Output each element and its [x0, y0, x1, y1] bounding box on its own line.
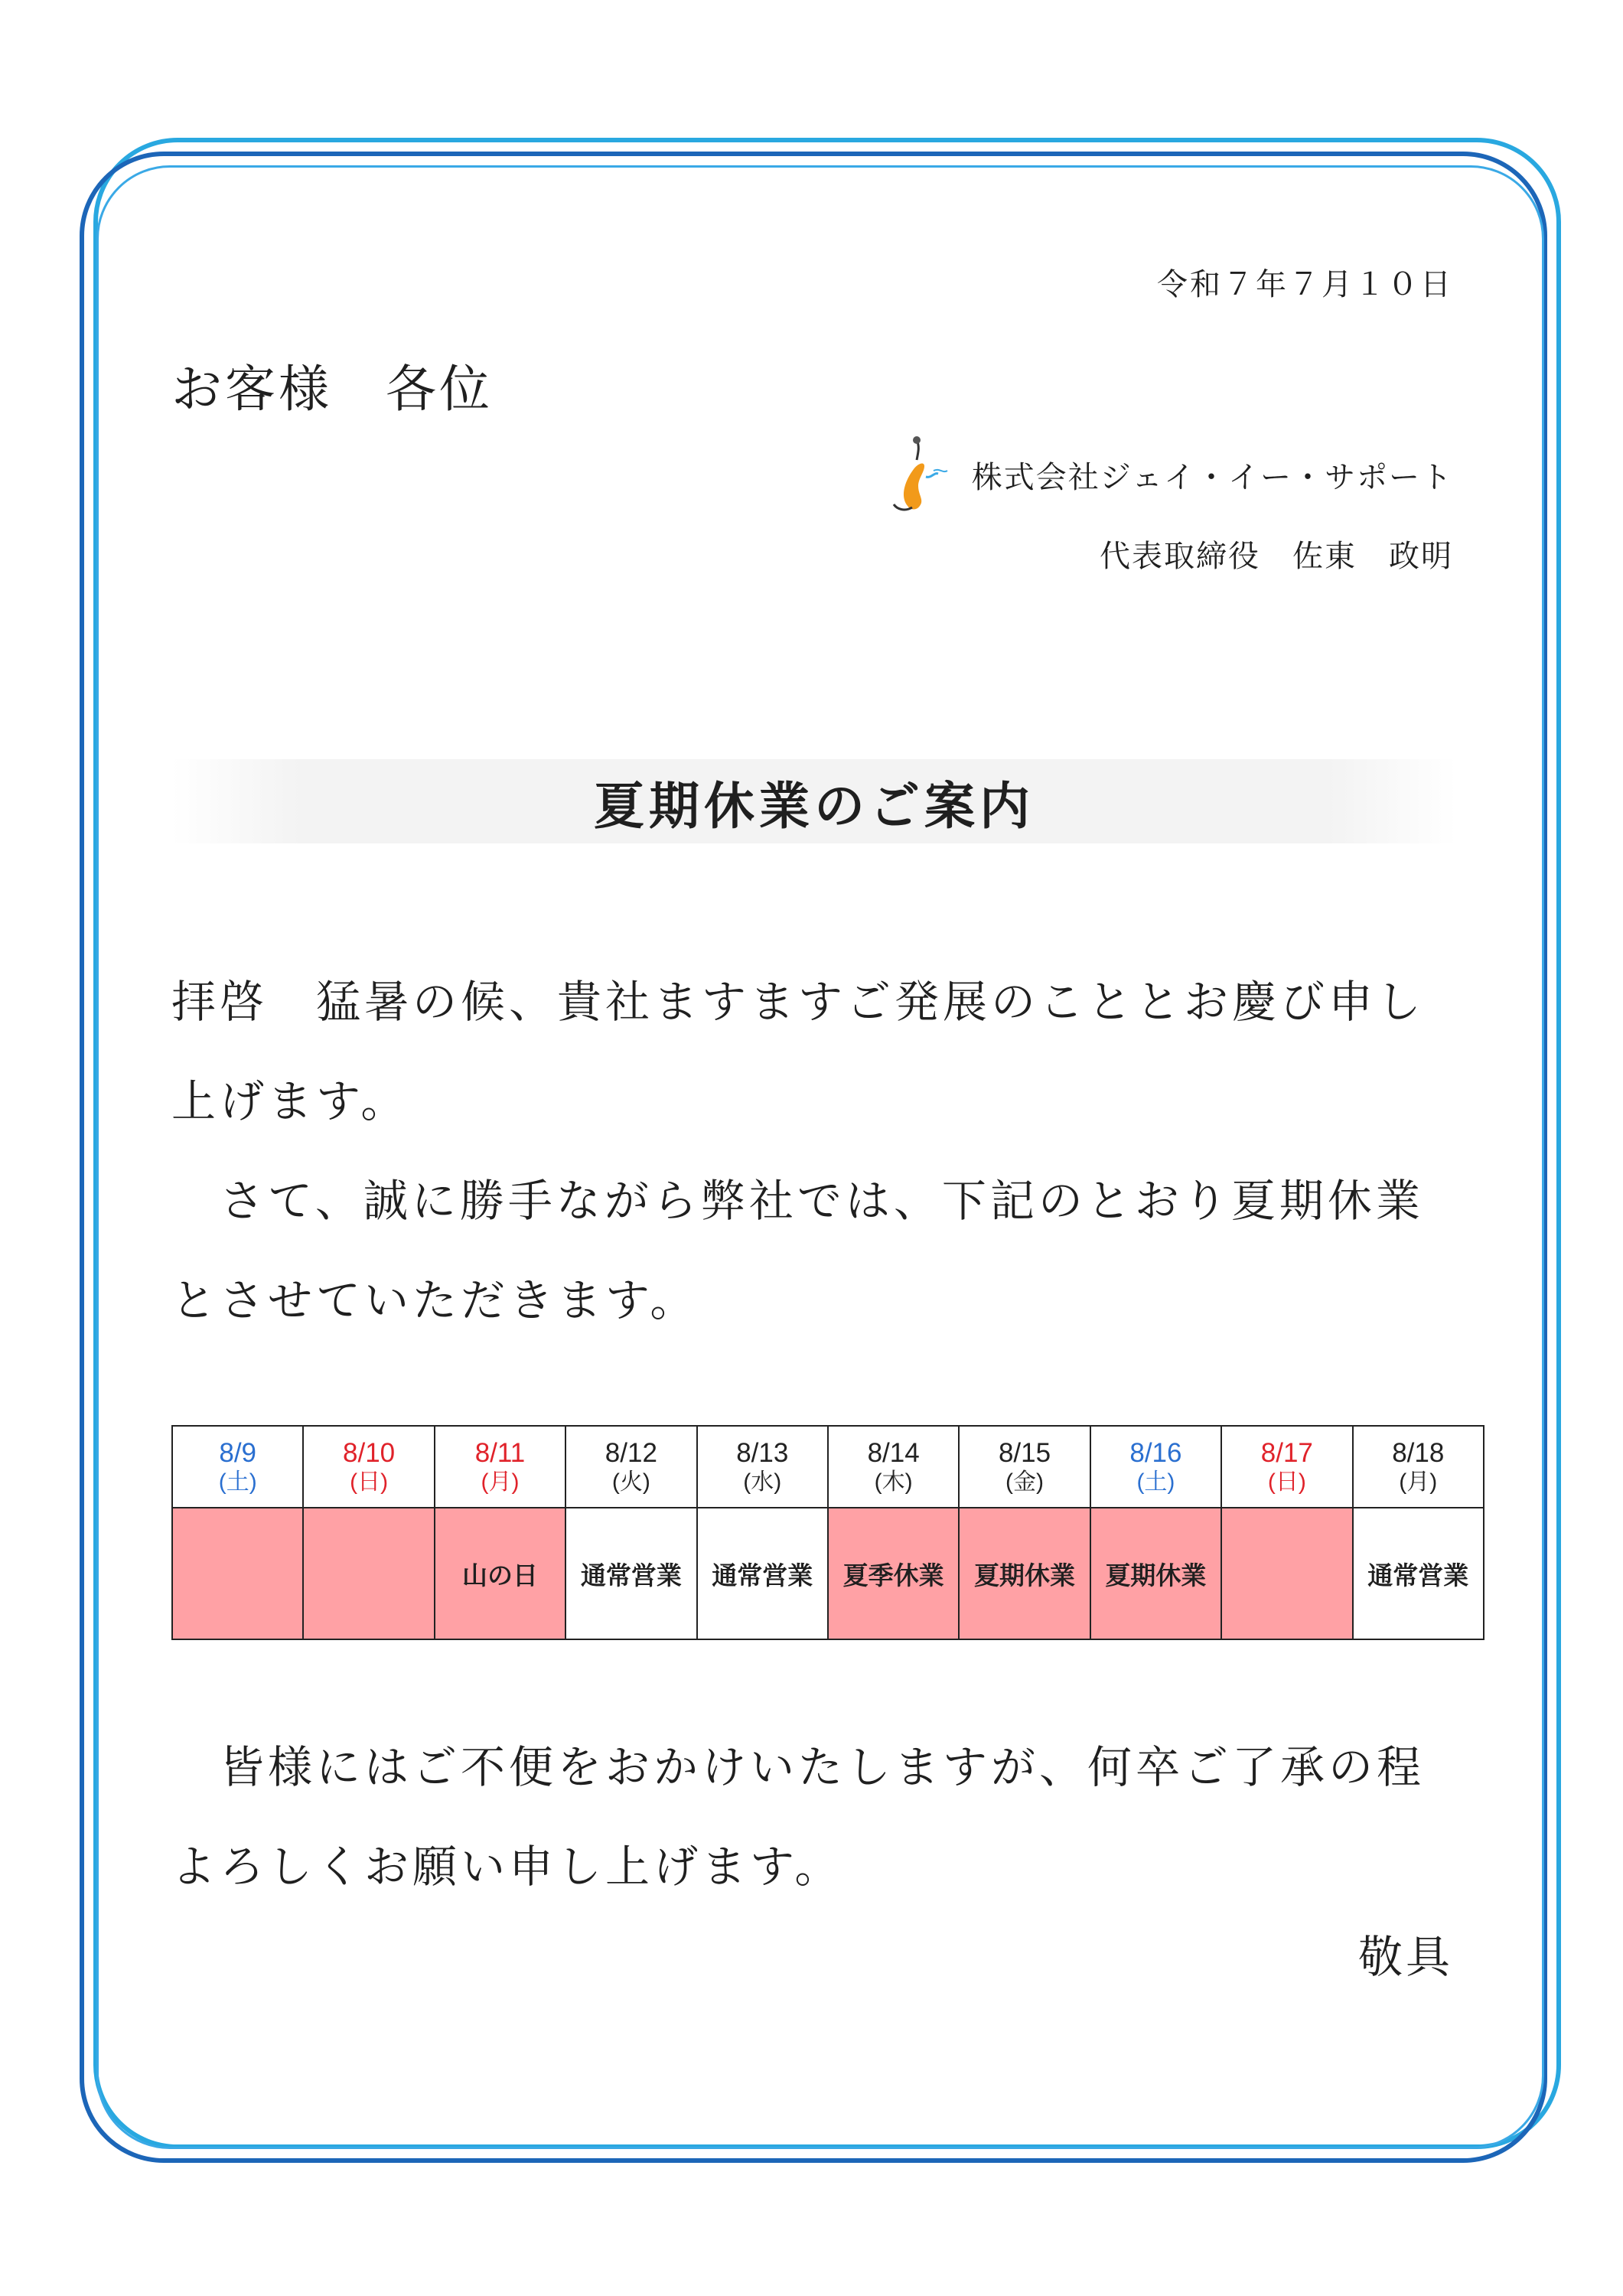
- schedule-status-cell: 夏季休業: [828, 1508, 959, 1639]
- schedule-weekday: (木): [874, 1469, 913, 1495]
- schedule-weekday: (月): [481, 1469, 520, 1495]
- schedule-date: 8/14: [867, 1437, 920, 1468]
- schedule-day-header: [959, 1426, 1090, 1508]
- schedule-status-cell: 山の日: [435, 1508, 565, 1639]
- schedule-weekday: (日): [350, 1469, 389, 1495]
- schedule-day-header: [1221, 1426, 1352, 1508]
- body-line-1: 拝啓 猛暑の候、貴社ますますご発展のこととお慶び申し: [171, 976, 1426, 1028]
- schedule-date: 8/9: [219, 1437, 257, 1468]
- schedule-weekday: (火): [611, 1469, 650, 1495]
- body-line-4: とさせていただきます。: [171, 1274, 699, 1326]
- schedule-status-cell: 通常営業: [697, 1508, 828, 1639]
- closing-line-2: よろしくお願い申し上げます。: [171, 1841, 843, 1893]
- schedule-weekday: (月): [1399, 1469, 1438, 1495]
- schedule-status-cell: 通常営業: [1353, 1508, 1484, 1639]
- schedule-status-cell: [303, 1508, 434, 1639]
- schedule-status-cell: 通常営業: [565, 1508, 696, 1639]
- company-name: 株式会社ジェイ・イー・サポート: [971, 459, 1453, 495]
- schedule-day-header: [172, 1426, 303, 1508]
- schedule-day-header: [828, 1426, 959, 1508]
- schedule-status-row: [172, 1508, 1484, 1639]
- representative-name: 代表取締役 佐東 政明: [1100, 539, 1453, 574]
- schedule-day-header: [697, 1426, 828, 1508]
- schedule-weekday: (土): [218, 1469, 257, 1495]
- closing-line-1: 皆様にはご不便をおかけいたしますが、何卒ご了承の程: [171, 1741, 1426, 1793]
- schedule-status-cell: 夏期休業: [1090, 1508, 1221, 1639]
- holiday-schedule-table: [171, 1425, 1484, 1640]
- body-line-2: 上げます。: [171, 1075, 409, 1127]
- schedule-weekday: (金): [1005, 1469, 1045, 1495]
- schedule-status-cell: [1221, 1508, 1352, 1639]
- closing-salutation: 敬具: [1357, 1931, 1453, 1983]
- schedule-date: 8/15: [998, 1437, 1051, 1468]
- schedule-date: 8/12: [605, 1437, 657, 1468]
- schedule-date: 8/16: [1129, 1437, 1182, 1468]
- schedule-status-cell: 夏期休業: [959, 1508, 1090, 1639]
- schedule-date: 8/17: [1260, 1437, 1313, 1468]
- schedule-date: 8/10: [343, 1437, 396, 1468]
- company-logo-icon: [877, 432, 961, 517]
- schedule-day-header: [565, 1426, 696, 1508]
- addressee: お客様 各位: [171, 360, 493, 419]
- schedule-date-row: [172, 1426, 1484, 1508]
- schedule-day-header: [1090, 1426, 1221, 1508]
- sender-company: [877, 432, 1453, 517]
- schedule-day-header: [303, 1426, 434, 1508]
- notice-title: 夏期休業のご案内: [594, 777, 1035, 836]
- schedule-date: 8/18: [1392, 1437, 1445, 1468]
- schedule-weekday: (水): [743, 1469, 782, 1495]
- schedule-status-cell: [172, 1508, 303, 1639]
- body-line-3: さて、誠に勝手ながら弊社では、下記のとおり夏期休業: [171, 1175, 1424, 1227]
- letter-date: 令和７年７月１０日: [1157, 267, 1453, 302]
- schedule-weekday: (日): [1267, 1469, 1306, 1495]
- schedule-date: 8/13: [736, 1437, 789, 1468]
- schedule-weekday: (土): [1136, 1469, 1175, 1495]
- schedule-day-header: [1353, 1426, 1484, 1508]
- schedule-day-header: [435, 1426, 565, 1508]
- schedule-date: 8/11: [474, 1437, 526, 1468]
